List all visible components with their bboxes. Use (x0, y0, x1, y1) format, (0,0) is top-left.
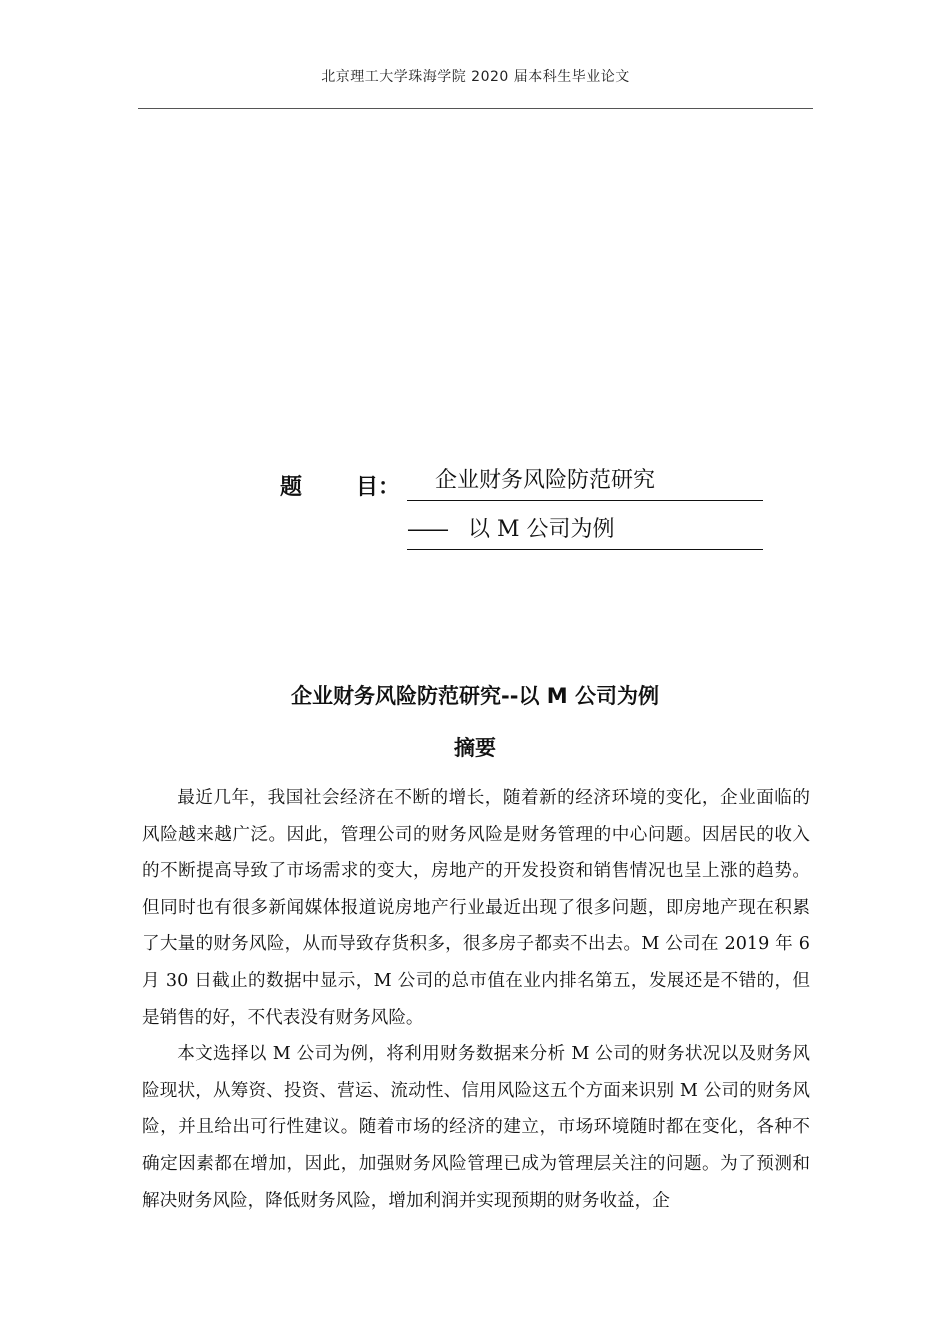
abstract-paragraph-1: 最近几年，我国社会经济在不断的增长，随着新的经济环境的变化，企业面临的风险越来越广泛。因此，管理公司的财务风险是财务管理的中心问题。因居民的收入的不断提高导致了市场需求的变大，房地产的开发投资和销售情况也呈上涨的趋势。但同时也有很多新闻媒体报道说房地产行业最近出现了很多问题，即房地产现在积累了大量的财务风险，从而导致存货积多，很多房子都卖不出去。M 公司在 2019 年 6 月 30 日截止的数据中显示，M 公司的总市值在业内排名第五，发展还是不错的，但是销售的好，不代表没有财务风险。 (142, 788, 810, 1028)
abstract-heading: 摘要 (454, 736, 496, 760)
cover-title-main: 企业财务风险防范研究 (435, 468, 656, 493)
cover-title-line-2 (407, 515, 763, 550)
paper-title: 企业财务风险防范研究--以 M 公司为例 (291, 684, 659, 708)
cover-title-subtitle: 以 M 公司为例 (468, 517, 615, 542)
cover-title-dash: —— (407, 517, 447, 542)
cover-title-line-1 (407, 466, 763, 501)
abstract-body (142, 780, 810, 1219)
title-label-char-1: 题 (280, 475, 303, 500)
running-header: 北京理工大学珠海学院 2020 届本科生毕业论文 (321, 69, 630, 85)
title-label-char-2: 目： (356, 475, 401, 500)
abstract-paragraph-2: 本文选择以 M 公司为例，将利用财务数据来分析 M 公司的财务状况以及财务风险现状，从筹资、投资、营运、流动性、信用风险这五个方面来识别 M 公司的财务风险，并且给出可行性建议。随着市场的经济的建立，市场环境随时都在变化，各种不确定因素都在增加，因此，加强财务风险管理已成为管理层关注的问题。为了预测和解决财务风险，降低财务风险，增加利润并实现预期的财务收益，企 (142, 1044, 810, 1211)
header-divider (138, 108, 813, 109)
